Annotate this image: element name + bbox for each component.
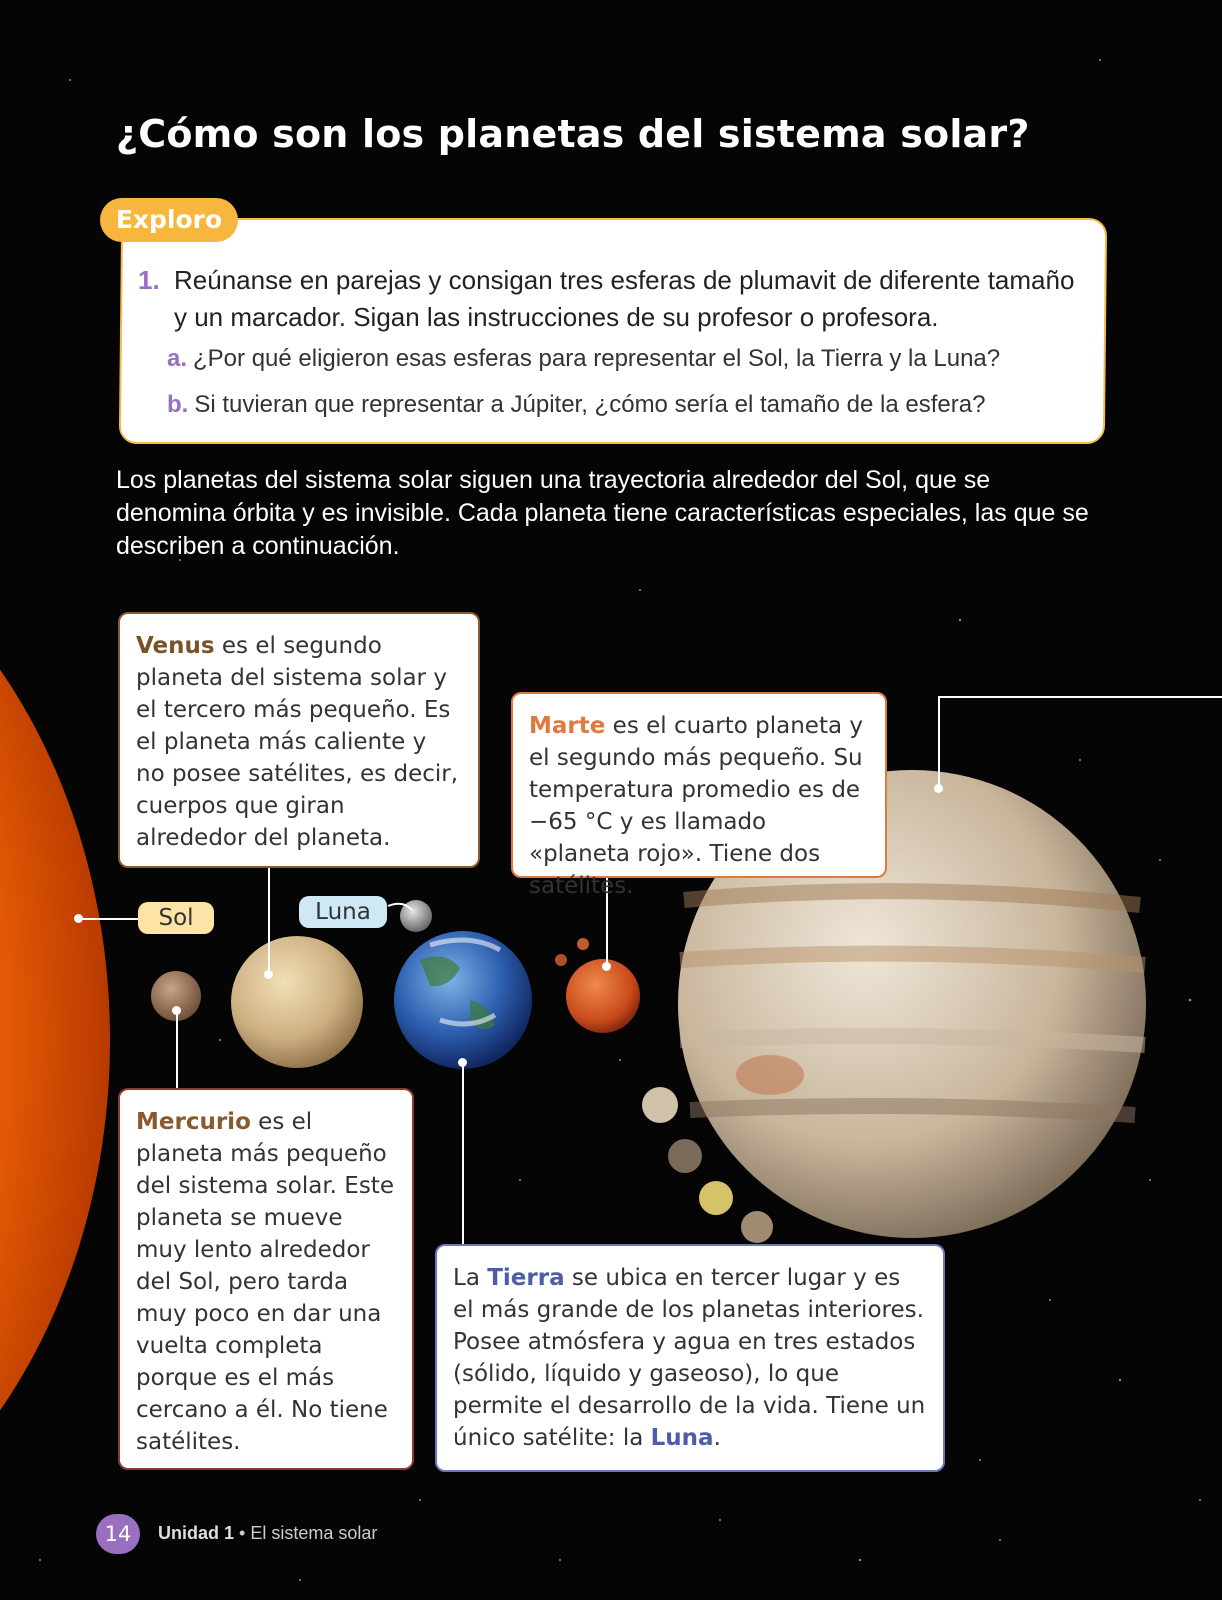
question-text: Reúnanse en parejas y consigan tres esferas de plumavit de diferente tamaño y un marcador. Sigan las instrucciones de su profesor o profesora. [174,265,1075,332]
mars-card [511,692,887,899]
earth-name: Tierra [487,1265,565,1291]
venus-card [118,612,480,868]
venus-image [231,936,363,1068]
earth-moon-name: Luna [650,1425,714,1451]
jupiter-leader-horizontal [938,696,1222,698]
earth-image [394,931,532,1069]
jupiter-marker-dot [934,784,943,793]
earth-prefix: La [453,1265,488,1291]
question-b [167,391,1087,419]
venus-leader-line [268,868,270,974]
intro-paragraph: Los planetas del sistema solar siguen una trayectoria alrededor del Sol, que se denomina órbita y es invisible. Cada planeta tiene características especiales, las que se describen a continuación. [116,466,1089,560]
mars-marker-dot [602,962,611,971]
question-letter: b. [167,391,189,418]
moon-label: Luna [299,896,387,928]
earth-card [435,1244,945,1472]
sun-marker-dot [74,914,83,923]
mercury-card [118,1088,414,1470]
mercury-name: Mercurio [136,1109,251,1135]
page-number: 14 [96,1514,140,1554]
sun-label: Sol [138,902,214,934]
earth-leader-line [462,1064,464,1244]
sun-leader-line [78,918,138,920]
venus-description: es el segundo planeta del sistema solar y el tercero más pequeño. Es el planeta más caliente y no posee satélites, es decir, cuerpos que giran alrededor del planeta. [136,633,459,851]
question-b-text: Si tuvieran que representar a Júpiter, ¿cómo sería el tamaño de la esfera? [194,391,986,418]
page-title: ¿Cómo son los planetas del sistema solar? [116,112,1030,156]
mercury-marker-dot [172,1006,181,1015]
earth-marker-dot [458,1058,467,1067]
question-a [167,345,1087,373]
venus-marker-dot [264,970,273,979]
earth-description-end: . [713,1425,721,1451]
mercury-description: es el planeta más pequeño del sistema solar. Este planeta se mueve muy lento alrededor del Sol, pero tarda muy poco en dar una vuelta completa porque es el más cercano a él. No tiene satélites. [136,1109,394,1455]
venus-name: Venus [136,633,215,659]
footer-unit [158,1523,377,1544]
question-number: 1. [138,265,160,295]
question-letter: a. [167,345,188,372]
earth-description: se ubica en tercer lugar y es el más grande de los planetas interiores. Posee atmósfera y agua en tres estados (sólido, líquido y gaseoso), lo que permite el desarrollo de la vida. Tiene un único satélite: la [453,1265,926,1451]
unit-label: Unidad 1 [158,1523,235,1543]
question-a-text: ¿Por qué eligieron esas esferas para representar el Sol, la Tierra y la Luna? [193,345,1001,372]
mars-name: Marte [529,713,606,739]
unit-title: El sistema solar [250,1523,378,1543]
mercury-leader-line [176,1012,178,1088]
mars-description: es el cuarto planeta y el segundo más pequeño. Su temperatura promedio es de −65 °C y es llamado «planeta rojo». Tiene dos satélites. [529,713,863,899]
jupiter-leader-vertical [938,696,940,788]
unit-separator: • [234,1523,251,1543]
explore-tab-label: Exploro [100,198,238,242]
